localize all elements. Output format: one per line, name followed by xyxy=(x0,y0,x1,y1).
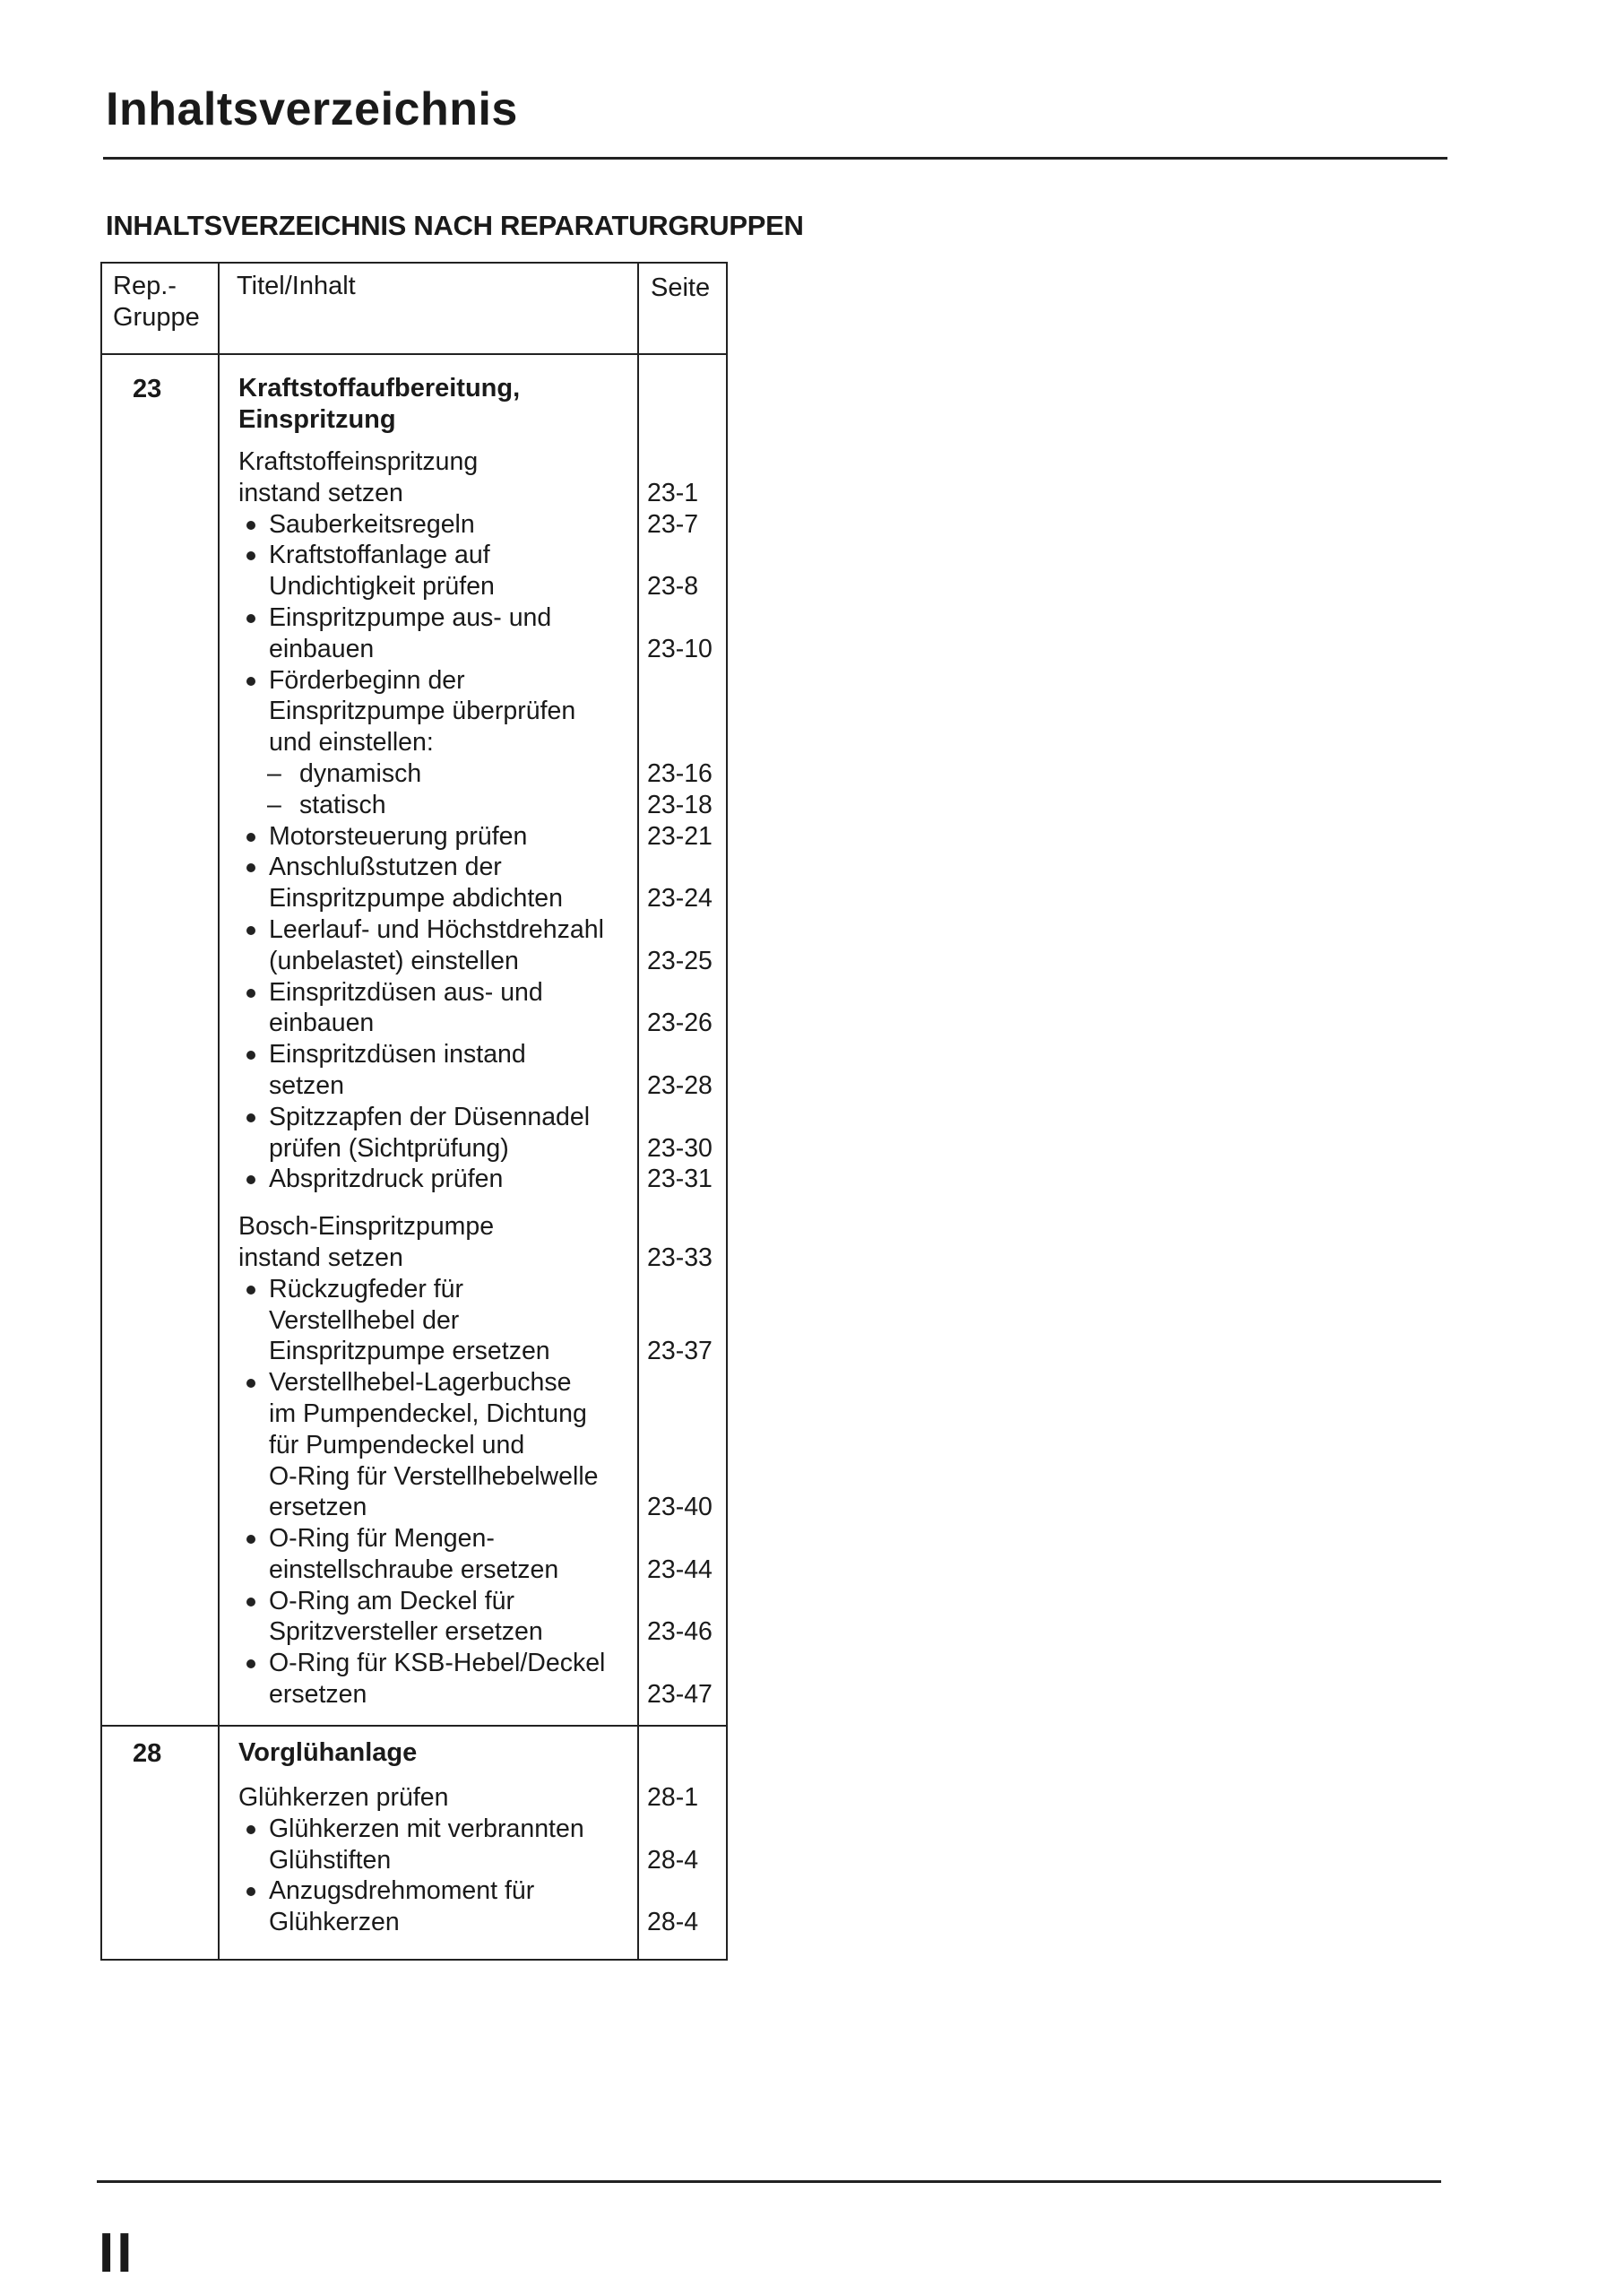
toc-page-ref: 23-30 xyxy=(647,1133,713,1163)
group-heading-line: Kraftstoffaufbereitung, xyxy=(238,374,521,403)
toc-page-ref: 23-8 xyxy=(647,572,699,602)
toc-entry-label: dynamisch xyxy=(299,758,422,788)
toc-row xyxy=(102,1164,726,1195)
bullet-icon xyxy=(246,989,255,998)
toc-entry-label: einbauen xyxy=(269,1009,375,1038)
toc-entry-text xyxy=(269,1102,726,1133)
toc-row xyxy=(102,1274,726,1305)
toc-entry-label: für Pumpendeckel und xyxy=(269,1430,525,1459)
toc-row xyxy=(102,696,726,727)
toc-page-ref: 23-28 xyxy=(647,1070,713,1100)
toc-entry-label: ersetzen xyxy=(269,1493,367,1522)
header-rep-gruppe xyxy=(113,271,200,333)
toc-row xyxy=(102,665,726,697)
toc-row xyxy=(102,914,726,946)
toc-entry-text xyxy=(269,665,726,697)
toc-page-ref: 23-47 xyxy=(647,1680,713,1710)
toc-row xyxy=(102,1555,726,1586)
bullet-icon xyxy=(246,833,255,842)
toc-page-ref: 23-26 xyxy=(647,1009,713,1038)
toc-entry-label: O-Ring am Deckel für xyxy=(269,1586,514,1615)
toc-entry-label: Rückzugfeder für xyxy=(269,1274,464,1303)
toc-row xyxy=(102,1907,726,1938)
bullet-icon xyxy=(246,1286,255,1295)
toc-page-ref: 23-40 xyxy=(647,1493,713,1522)
toc-row xyxy=(102,1782,726,1814)
toc-entry-text xyxy=(269,1399,726,1430)
toc-entry-text xyxy=(238,446,726,478)
toc-entry-label: instand setzen xyxy=(238,478,403,507)
toc-page-ref: 23-33 xyxy=(647,1243,713,1272)
section-subtitle: INHALTSVERZEICHNIS NACH REPARATURGRUPPEN xyxy=(106,210,804,241)
toc-entry-label: Einspritzpumpe überprüfen xyxy=(269,697,576,726)
bullet-icon xyxy=(246,1535,255,1544)
bottom-divider xyxy=(97,2180,1441,2183)
toc-row xyxy=(102,1367,726,1399)
toc-entry-text xyxy=(269,602,726,634)
toc-page-ref: 28-1 xyxy=(647,1783,699,1812)
toc-entry-label: Einspritzpumpe ersetzen xyxy=(269,1337,550,1366)
toc-entry-label: (unbelastet) einstellen xyxy=(269,946,519,975)
toc-entry-text xyxy=(269,696,726,727)
toc-row xyxy=(102,634,726,665)
toc-entry-label: Anschlußstutzen der xyxy=(269,853,502,882)
toc-entry-text xyxy=(269,1875,726,1907)
toc-row xyxy=(102,1070,726,1102)
toc-row xyxy=(102,1648,726,1679)
toc-row xyxy=(102,1211,726,1243)
bullet-icon xyxy=(246,1659,255,1668)
toc-row xyxy=(102,1845,726,1876)
toc-row xyxy=(102,1523,726,1555)
bullet-icon xyxy=(246,1113,255,1122)
toc-page-ref: 23-1 xyxy=(647,478,699,507)
toc-entry-label: einbauen xyxy=(269,634,375,663)
toc-page-ref: 23-44 xyxy=(647,1555,713,1584)
toc-row xyxy=(102,602,726,634)
toc-row xyxy=(102,1305,726,1337)
toc-entry-label: einstellschraube ersetzen xyxy=(269,1555,559,1584)
bullet-icon xyxy=(246,863,255,872)
toc-page-ref: 23-16 xyxy=(647,758,713,788)
toc-row xyxy=(102,758,726,790)
bullet-icon xyxy=(246,1051,255,1060)
bullet-icon xyxy=(246,551,255,560)
bullet-icon xyxy=(246,1379,255,1388)
toc-row xyxy=(102,1586,726,1617)
group-heading-line: Einspritzung xyxy=(238,405,396,434)
bullet-icon xyxy=(246,1175,255,1184)
toc-entry-label: Glühkerzen xyxy=(269,1908,400,1937)
toc-entry-text xyxy=(269,1586,726,1617)
toc-entry-label: Bosch-Einspritzpumpe xyxy=(238,1212,495,1242)
toc-entry-label: ersetzen xyxy=(269,1680,367,1710)
top-divider xyxy=(103,157,1447,160)
group-divider xyxy=(102,1725,726,1727)
toc-row xyxy=(102,540,726,571)
toc-page-ref: 23-31 xyxy=(647,1165,713,1194)
toc-page-ref: 23-37 xyxy=(647,1337,713,1366)
bullet-icon xyxy=(246,1887,255,1896)
toc-entry-label: Einspritzpumpe aus- und xyxy=(269,602,552,632)
toc-entry-label: Verstellhebel der xyxy=(269,1305,460,1335)
toc-row xyxy=(102,1133,726,1165)
toc-entry-label: Kraftstoffanlage auf xyxy=(269,541,490,570)
bullet-icon xyxy=(246,521,255,530)
toc-entry-text xyxy=(269,977,726,1009)
toc-row xyxy=(102,1679,726,1710)
header-rep-line1: Rep.- xyxy=(113,272,177,300)
header-rep-line2: Gruppe xyxy=(113,303,200,332)
header-title: Titel/Inhalt xyxy=(237,272,356,300)
toc-row xyxy=(102,1430,726,1461)
toc-page-ref: 28-4 xyxy=(647,1908,699,1937)
bullet-icon xyxy=(246,1598,255,1606)
bullet-icon xyxy=(246,1825,255,1834)
toc-entry-label: Sauberkeitsregeln xyxy=(269,509,475,539)
toc-row xyxy=(102,509,726,541)
group-heading-line: Vorglühanlage xyxy=(238,1738,418,1767)
toc-table xyxy=(100,262,728,1961)
group-number: 23 xyxy=(133,375,162,403)
toc-row xyxy=(102,1814,726,1845)
toc-page-ref: 23-46 xyxy=(647,1617,713,1647)
toc-row xyxy=(102,883,726,914)
toc-page-ref: 28-4 xyxy=(647,1845,699,1875)
toc-entry-label: statisch xyxy=(299,790,386,819)
toc-entry-label: instand setzen xyxy=(238,1243,403,1272)
dash-icon: – xyxy=(267,758,281,788)
row-gap xyxy=(102,1195,726,1211)
toc-page-ref: 23-7 xyxy=(647,509,699,539)
toc-page-ref: 23-24 xyxy=(647,884,713,914)
toc-entry-text xyxy=(269,1461,726,1493)
toc-row xyxy=(102,1616,726,1648)
toc-row xyxy=(102,1243,726,1274)
toc-page-ref: 23-21 xyxy=(647,821,713,851)
toc-entry-label: Einspritzdüsen instand xyxy=(269,1040,526,1070)
toc-entry-text xyxy=(269,1274,726,1305)
bullet-icon xyxy=(246,926,255,935)
bullet-icon xyxy=(246,677,255,686)
page-title: Inhaltsverzeichnis xyxy=(106,83,518,135)
toc-entry-text xyxy=(269,1367,726,1399)
toc-entry-text xyxy=(269,727,726,758)
toc-entry-label: Motorsteuerung prüfen xyxy=(269,821,528,851)
toc-row xyxy=(102,852,726,883)
bullet-icon xyxy=(246,614,255,623)
toc-entry-label: O-Ring für KSB-Hebel/Deckel xyxy=(269,1649,606,1678)
toc-page-ref: 23-25 xyxy=(647,946,713,975)
toc-row xyxy=(102,977,726,1009)
group-heading xyxy=(238,1737,417,1769)
toc-row xyxy=(102,571,726,602)
toc-row xyxy=(102,1875,726,1907)
toc-entry-label: Glühkerzen prüfen xyxy=(238,1783,449,1812)
toc-entry-label: O-Ring für Mengen- xyxy=(269,1524,495,1554)
toc-entry-label: Kraftstoffeinspritzung xyxy=(238,447,479,476)
toc-entry-label: Leerlauf- und Höchstdrehzahl xyxy=(269,914,604,944)
group-heading xyxy=(238,373,520,436)
toc-entry-label: Spritzversteller ersetzen xyxy=(269,1617,543,1647)
toc-entry-label: Abspritzdruck prüfen xyxy=(269,1165,504,1194)
toc-entry-label: Anzugsdrehmoment für xyxy=(269,1876,535,1906)
toc-row xyxy=(102,790,726,821)
toc-row xyxy=(102,446,726,478)
toc-row xyxy=(102,1399,726,1430)
toc-row xyxy=(102,1102,726,1133)
toc-row xyxy=(102,1461,726,1493)
toc-entry-text xyxy=(269,1648,726,1679)
toc-entry-label: Glühkerzen mit verbrannten xyxy=(269,1814,584,1843)
toc-entry-text xyxy=(269,1305,726,1337)
toc-row xyxy=(102,1039,726,1070)
toc-entry-label: Einspritzdüsen aus- und xyxy=(269,977,543,1007)
toc-entry-label: Undichtigkeit prüfen xyxy=(269,572,495,602)
toc-row xyxy=(102,727,726,758)
toc-row xyxy=(102,821,726,853)
toc-entry-label: und einstellen: xyxy=(269,728,434,758)
toc-entry-label: Spitzzapfen der Düsennadel xyxy=(269,1102,591,1131)
toc-row xyxy=(102,478,726,509)
toc-entry-label: Glühstiften xyxy=(269,1845,392,1875)
group-number: 28 xyxy=(133,1739,162,1768)
toc-row xyxy=(102,1336,726,1367)
toc-entry-label: setzen xyxy=(269,1070,344,1100)
toc-entry-text xyxy=(269,914,726,946)
toc-entry-text xyxy=(238,1211,726,1243)
toc-row xyxy=(102,1492,726,1523)
toc-entry-label: Förderbeginn der xyxy=(269,665,465,695)
page-number: II xyxy=(99,2222,135,2284)
toc-entry-label: prüfen (Sichtprüfung) xyxy=(269,1133,509,1163)
toc-entry-text xyxy=(269,540,726,571)
group-rows xyxy=(102,1782,726,1938)
header-page: Seite xyxy=(651,273,711,302)
toc-entry-text xyxy=(269,852,726,883)
header-divider xyxy=(102,353,726,355)
toc-entry-label: Verstellhebel-Lagerbuchse xyxy=(269,1368,572,1398)
dash-icon: – xyxy=(267,790,281,819)
toc-entry-text xyxy=(269,1814,726,1845)
toc-entry-text xyxy=(269,1523,726,1555)
toc-entry-label: O-Ring für Verstellhebelwelle xyxy=(269,1461,599,1491)
toc-row xyxy=(102,1008,726,1039)
toc-entry-label: im Pumpendeckel, Dichtung xyxy=(269,1399,587,1428)
toc-entry-label: Einspritzpumpe abdichten xyxy=(269,884,563,914)
toc-page-ref: 23-18 xyxy=(647,790,713,819)
toc-row xyxy=(102,946,726,977)
group-rows xyxy=(102,446,726,1710)
toc-entry-text xyxy=(269,1430,726,1461)
toc-entry-text xyxy=(269,1039,726,1070)
toc-page-ref: 23-10 xyxy=(647,634,713,663)
